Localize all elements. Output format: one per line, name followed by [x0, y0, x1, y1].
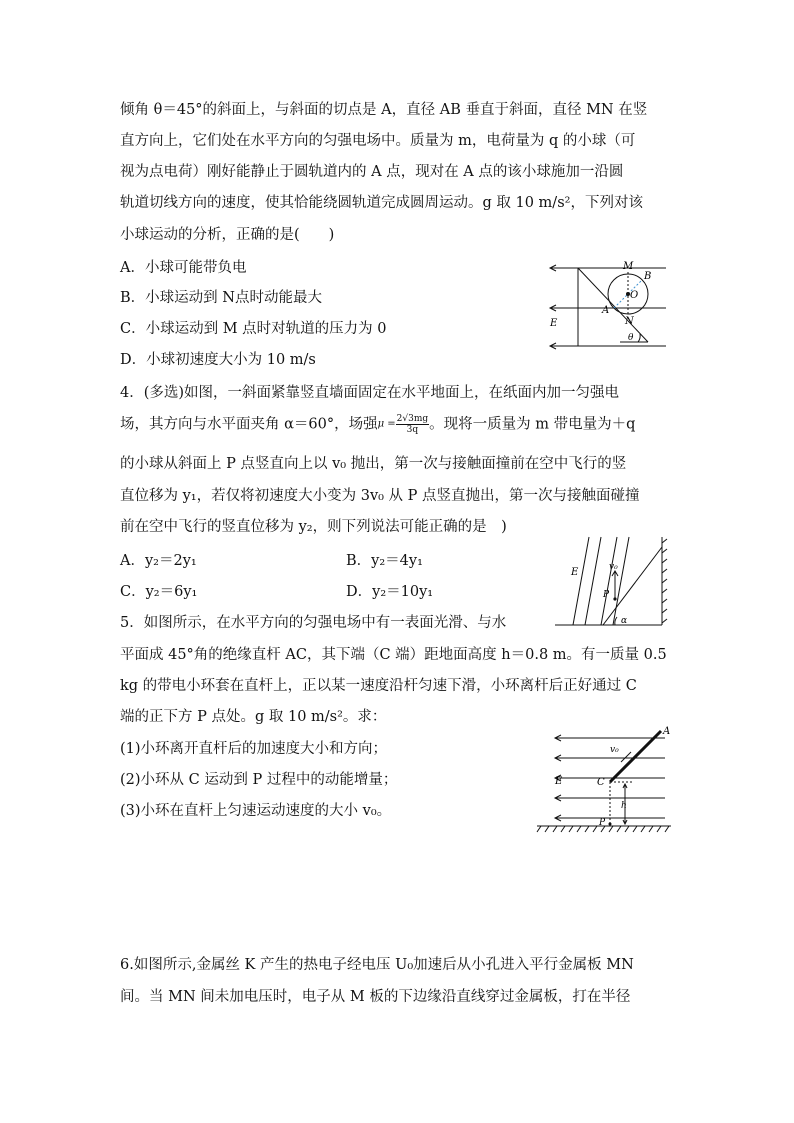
q5-sub-2: (2)小环从 C 运动到 P 过程中的动能增量； [120, 772, 398, 788]
q3-option-b: B．小球运动到 N点时动能最大 [120, 290, 322, 306]
q5-fig-label-c: C [597, 777, 605, 788]
q4-line-2-end: 。现将一质量为 m 带电量为＋q [429, 416, 636, 433]
q4-option-d: D．y₂＝10y₁ [346, 584, 434, 600]
q4-line-3: 的小球从斜面上 P 点竖直向上以 v₀ 抛出，第一次与接触面撞前在空中飞行的竖 [120, 456, 627, 472]
q4-fig-label-p: P [603, 590, 610, 600]
q6-line-2: 间。当 MN 间未加电压时，电子从 M 板的下边缘沿直线穿过金属板，打在半径 [120, 989, 631, 1005]
q5-line-3: kg 的带电小环套在直杆上，正以某一速度沿杆匀速下滑，小环离杆后正好通过 C [120, 678, 637, 694]
q5-line-2: 平面成 45°角的绝缘直杆 AC，其下端（C 端）距地面高度 h＝0.8 m。有一质量 0.5 [120, 647, 667, 663]
q4-fraction-numerator: 2√3mg [396, 414, 429, 424]
q4-option-c: C．y₂＝6y₁ [120, 584, 198, 600]
q5-fig-label-v0: v₀ [610, 745, 619, 755]
q5-line-1: 5．如图所示，在水平方向的匀强电场中有一表面光滑、与水 [120, 615, 507, 631]
q4-fig-label-e: E [571, 567, 579, 578]
q5-sub-3: (3)小环在直杆上匀速运动速度的大小 v₀。 [120, 803, 392, 819]
q3-fig-label-e: E [550, 318, 558, 329]
q3-line-2: 直方向上，它们处在水平方向的匀强电场中。质量为 m，电荷量为 q 的小球（可 [120, 133, 636, 149]
q5-fig-label-p: P [599, 818, 606, 828]
q5-line-4: 端的正下方 P 点处。g 取 10 m/s²。求： [120, 709, 387, 725]
q3-fig-label-o: O [630, 290, 639, 301]
q3-line-4: 轨道切线方向的速度，使其恰能绕圆轨道完成圆周运动。g 取 10 m/s²，下列对该 [120, 195, 643, 211]
q4-line-5: 前在空中飞行的竖直位移为 y₂，则下列说法可能正确的是 ) [120, 519, 507, 535]
q4-line-2 [120, 414, 635, 435]
q6-line-1: 6.如图所示,金属丝 K 产生的热电子经电压 U₀加速后从小孔进入平行金属板 MN [120, 957, 634, 973]
q3-fig-label-n: N [625, 316, 634, 327]
q4-line-4: 直位移为 y₁，若仅将初速度大小变为 3v₀ 从 P 点竖直抛出，第一次与接触面碰撞 [120, 488, 640, 504]
q3-option-c: C．小球运动到 M 点时对轨道的压力为 0 [120, 321, 387, 337]
q3-line-3: 视为点电荷）刚好能静止于圆轨道内的 A 点，现对在 A 点的该小球施加一沿圆 [120, 164, 624, 180]
q4-fig-label-v0: v₀ [609, 562, 618, 572]
q4-fig-label-alpha: α [621, 616, 628, 626]
q3-line-1: 倾角 θ＝45°的斜面上，与斜面的切点是 A，直径 AB 垂直于斜面，直径 MN 在竖 [120, 102, 648, 118]
q3-line-5: 小球运动的分析，正确的是( ) [120, 227, 335, 243]
q4-fraction-denominator: 3q [406, 425, 419, 435]
q5-fig-label-a: A [663, 726, 671, 737]
q3-fig-label-theta: θ [628, 333, 634, 343]
q5-figure [535, 722, 675, 834]
q3-fig-label-b: B [644, 271, 652, 282]
q3-fig-label-m: M [623, 261, 634, 272]
q3-figure [540, 258, 675, 353]
q4-field-fraction [396, 414, 429, 435]
q3-option-d: D．小球初速度大小为 10 m/s [120, 352, 316, 368]
q4-mu-symbol: μ = [377, 418, 396, 430]
q4-option-a: A．y₂＝2y₁ [120, 553, 197, 569]
q4-figure [555, 535, 670, 630]
q5-fig-label-e: E [555, 776, 563, 787]
q3-option-a: A．小球可能带负电 [120, 260, 247, 276]
q4-option-b: B．y₂＝4y₁ [346, 553, 423, 569]
q4-line-1: 4．(多选)如图，一斜面紧靠竖直墙面固定在水平地面上，在纸面内加一匀强电 [120, 385, 620, 401]
q3-fig-label-a: A [602, 305, 610, 316]
q5-fig-label-h: h [621, 801, 627, 811]
q4-line-2-start: 场，其方向与水平面夹角 α＝60°，场强 [120, 416, 378, 433]
q5-sub-1: (1)小环离开直杆后的加速度大小和方向； [120, 741, 388, 757]
